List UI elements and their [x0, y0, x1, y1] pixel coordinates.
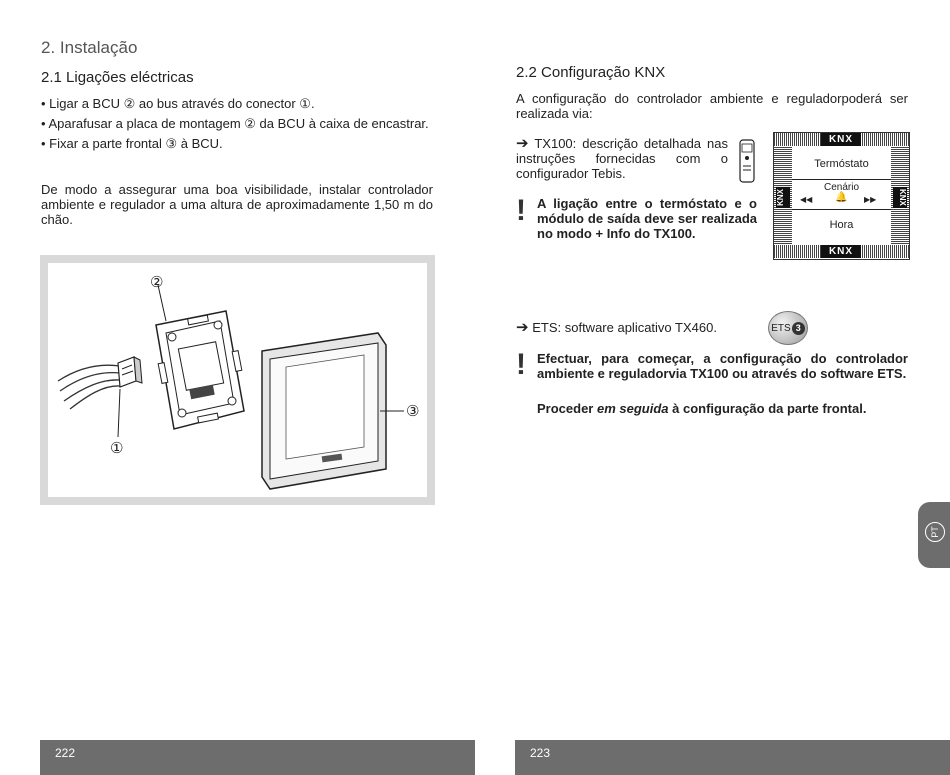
tx100-text: : descrição detalhada nas instruções fornecidas com o configurador Tebis.	[516, 136, 728, 181]
bcu-plate-icon	[156, 311, 244, 429]
installation-drawing	[48, 263, 427, 497]
warning-text-config-order: Efectuar, para começar, a configuração do controlador ambiente e reguladorvia TX100 ou através do software ETS.	[537, 351, 908, 381]
warning-icon: !	[516, 194, 526, 227]
display-divider	[792, 209, 891, 210]
knx-logo-top: KNX	[821, 133, 861, 146]
callout-1: ①	[110, 439, 124, 457]
installation-figure	[40, 255, 435, 505]
display-item-time: Hora	[829, 219, 854, 231]
warning-icon: !	[516, 348, 526, 381]
subsection-title-knx: 2.2 Configuração KNX	[516, 64, 666, 81]
proceed-text	[537, 401, 908, 416]
page-number-left: 222	[55, 746, 76, 760]
list-item: • Ligar a BCU ② ao bus através do conector ①.	[41, 96, 433, 111]
bell-icon: 🔔	[835, 192, 848, 203]
tx100-description	[516, 136, 728, 181]
callout-3: ③	[406, 402, 420, 420]
subsection-title-electrical: 2.1 Ligações eléctricas	[41, 69, 194, 86]
height-paragraph: De modo a assegurar uma boa visibilidade, instalar controlador ambiente e regulador a uma altura de aproximadamente 1,50 m do chão.	[41, 182, 433, 227]
proceed-pre: Proceder	[537, 401, 597, 416]
ets-description	[516, 320, 717, 335]
connector-icon	[118, 357, 142, 387]
footer-bar-right	[515, 740, 950, 775]
tx100-label: TX100	[534, 136, 573, 151]
knx-display	[773, 132, 910, 260]
section-title: 2. Instalação	[41, 38, 138, 57]
knx-logo-left: KNX	[776, 187, 790, 208]
figure-canvas	[48, 263, 427, 497]
display-item-thermostat: Termóstato	[814, 158, 869, 170]
footer-bar-left	[40, 740, 475, 775]
ets-badge-number: 3	[792, 322, 805, 335]
ets-text: : software aplicativo TX460.	[557, 320, 717, 335]
proceed-emphasis: em seguida	[596, 401, 669, 416]
ets-label: ETS	[532, 320, 558, 335]
front-panel-icon	[262, 333, 386, 489]
callout-2: ②	[150, 273, 164, 291]
language-tab[interactable]	[918, 502, 950, 568]
proceed-post: à configuração da parte frontal.	[668, 401, 867, 416]
knx-intro: A configuração do controlador ambiente e reguladorpoderá ser realizada via:	[516, 91, 908, 121]
display-item-scene: Cenário	[823, 182, 860, 193]
forward-icon: ▶▶	[864, 195, 877, 204]
rewind-icon: ◀◀	[800, 195, 813, 204]
knx-logo-bottom: KNX	[821, 245, 861, 258]
knx-logo-right: KNX	[893, 187, 907, 208]
arrow-icon: ➔	[516, 319, 529, 336]
bullet-list	[41, 96, 433, 156]
list-item: • Aparafusar a placa de montagem ② da BCU à caixa de encastrar.	[41, 116, 433, 131]
ets3-logo-icon	[768, 311, 808, 345]
warning-text-mode: A ligação entre o termóstato e o módulo de saída deve ser realizada no modo + Info do TX100.	[537, 196, 757, 241]
ets-badge-text: ETS	[771, 322, 791, 334]
display-divider	[792, 179, 891, 180]
language-tab-label: PT	[925, 522, 945, 542]
arrow-icon: ➔	[516, 135, 529, 152]
page-number-right: 223	[530, 746, 551, 760]
list-item: • Fixar a parte frontal ③ à BCU.	[41, 136, 433, 151]
tx100-device-icon	[737, 138, 757, 186]
